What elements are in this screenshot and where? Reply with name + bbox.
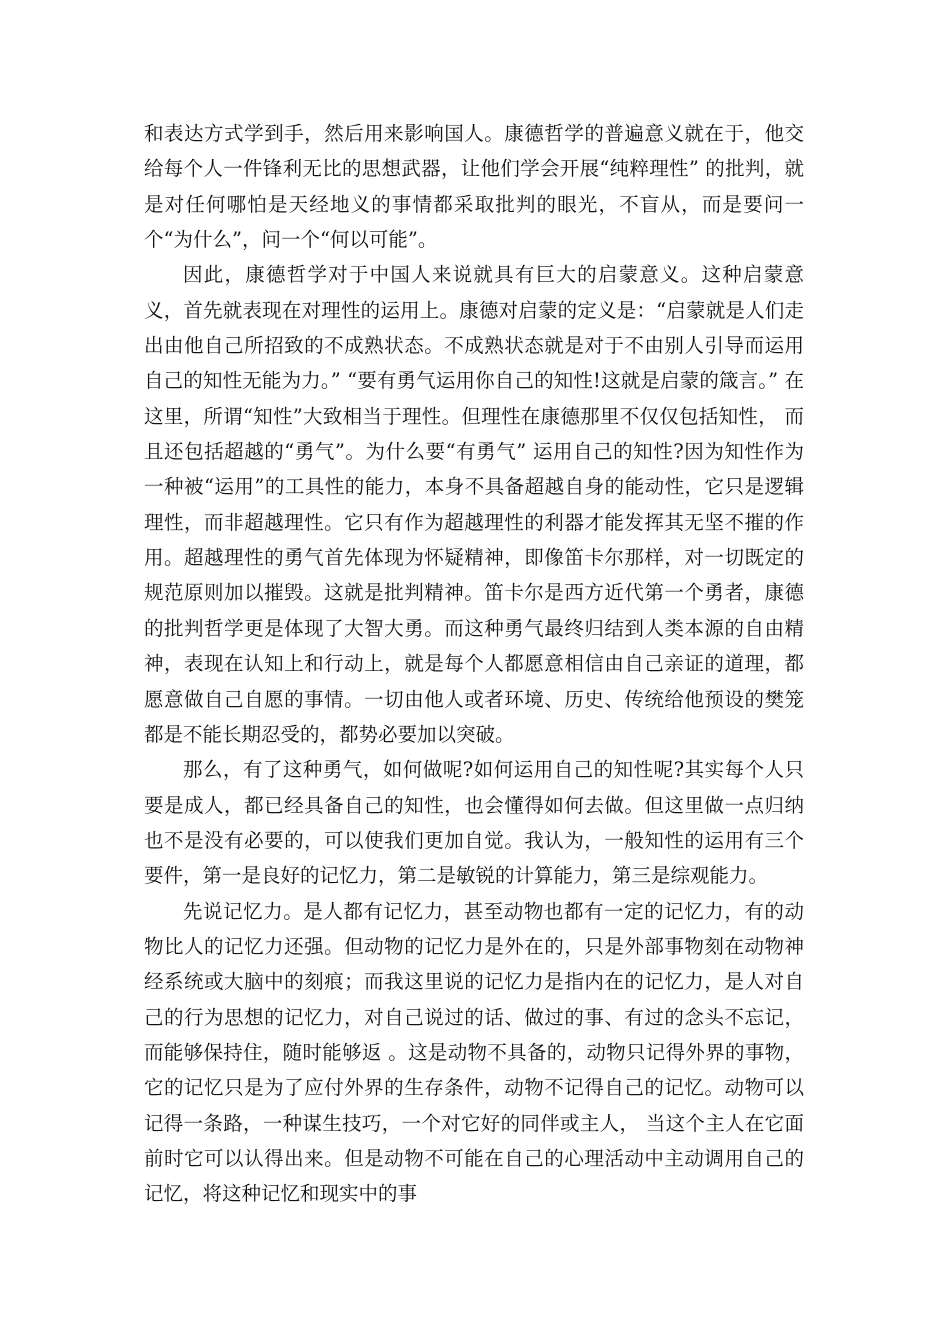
paragraph-4: 先说记忆力。是人都有记忆力，甚至动物也都有一定的记忆力，有的动物比人的记忆力还强。但动物的记忆力是外在的，只是外部事物刻在动物神经系统或大脑中的刻痕；而我这里说的记忆力是指内在的记忆力，是人对自己的行为思想的记忆力，对自己说过的话、做过的事、有过的念头不忘记，而能够保持住，随时能够返 。这是动物不具备的，动物只记得外界的事物，它的记忆只是为了应付外界的生存条件，动物不记得自己的记忆。动物可以记得一条路，一种谋生技巧，一个对它好的同伴或主人， 当这个主人在它面前时它可以认得出来。但是动物不可能在自己的心理活动中主动调用自己的记忆，将这种记忆和现实中的事 bbox=[144, 899, 804, 1206]
paragraph-3: 那么，有了这种勇气，如何做呢?如何运用自己的知性呢?其实每个人只要是成人，都已经具备自己的知性，也会懂得如何去做。但这里做一点归纳也不是没有必要的，可以使我们更加自觉。我认为，一般知性的运用有三个要件，第一是良好的记忆力，第二是敏锐的计算能力，第三是综观能力。 bbox=[144, 758, 804, 888]
paragraph-2: 因此，康德哲学对于中国人来说就具有巨大的启蒙意义。这种启蒙意义，首先就表现在对理性的运用上。康德对启蒙的定义是：“启蒙就是人们走出由他自己所招致的不成熟状态。不成熟状态就是对于不由别人引导而运用自己的知性无能为力。” “要有勇气运用你自己的知性!这就是启蒙的箴言。” 在这里，所谓“知性”大致相当于理性。但理性在康德那里不仅仅包括知性， 而且还包括超越的“勇气”。为什么要“有勇气” 运用自己的知性?因为知性作为一种被“运用”的工具性的能力，本身不具备超越自身的能动性，它只是逻辑理性，而非超越理性。它只有作为超越理性的利器才能发挥其无坚不摧的作用。超越理性的勇气首先体现为怀疑精神，即像笛卡尔那样，对一切既定的规范原则加以摧毁。这就是批判精神。笛卡尔是西方近代第一个勇者，康德的批判哲学更是体现了大智大勇。而这种勇气最终归结到人类本源的自由精神，表现在认知上和行动上，就是每个人都愿意相信由自己亲证的道理，都愿意做自己自愿的事情。一切由他人或者环境、历史、传统给他预设的樊笼都是不能长期忍受的，都势必要加以突破。 bbox=[144, 263, 804, 746]
document-page bbox=[144, 116, 804, 1212]
paragraph-1: 和表达方式学到手，然后用来影响国人。康德哲学的普遍意义就在于，他交给每个人一件锋利无比的思想武器，让他们学会开展“纯粹理性” 的批判，就是对任何哪怕是天经地义的事情都采取批判的眼光，不盲从，而是要问一个“为什么”，问一个“何以可能”。 bbox=[144, 122, 804, 252]
